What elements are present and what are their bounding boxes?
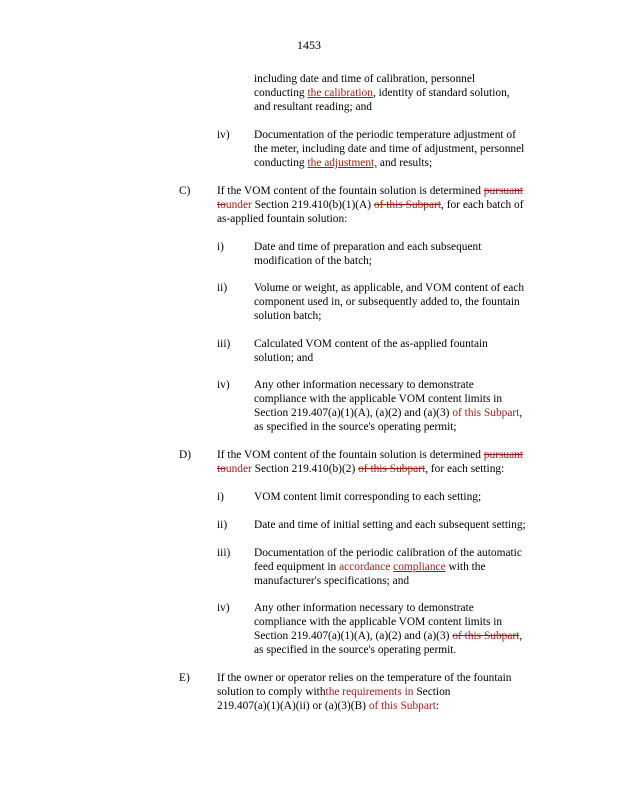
inserted-text: the requirements in — [325, 686, 414, 698]
text-line: feed equipment in accordance compliance with the — [254, 561, 486, 573]
text-line: component used in, or subsequently added to, the fountain — [254, 296, 520, 308]
text-line: VOM content limit corresponding to each setting; — [254, 491, 482, 503]
item-d-i-text — [254, 490, 481, 504]
text-line: the meter, including date and time of adjustment, personnel — [254, 143, 525, 155]
section-label-e: E) — [179, 672, 190, 684]
text-line: modification of the batch; — [254, 255, 372, 267]
section-label-d: D) — [179, 449, 192, 461]
text-line: Date and time of preparation and each subsequent — [254, 241, 482, 253]
text-line: manufacturer's specifications; and — [254, 575, 410, 587]
text-line: Date and time of initial setting and each subsequent setting; — [254, 519, 526, 531]
text-line: Section 219.407(a)(1)(A), (a)(2) and (a)(3) of this Subpart, — [254, 407, 523, 419]
text-line: Any other information necessary to demonstrate — [254, 602, 474, 614]
text-line: Section 219.407(a)(1)(A), (a)(2) and (a)(3) of this Subpart, — [254, 630, 523, 642]
deleted-text: pursuant — [483, 185, 524, 197]
section-d-text — [217, 448, 523, 476]
item-label: iii) — [217, 338, 231, 350]
inserted-text: the adjustment, — [307, 157, 378, 169]
text-line: tounder Section 219.410(b)(2) of this Subpart, for each setting: — [217, 463, 505, 475]
text-line: solution batch; — [254, 310, 322, 322]
text-line: conducting the calibration, identity of standard solution, — [254, 87, 510, 99]
text-line: solution; and — [254, 352, 314, 364]
text-line: compliance with the applicable VOM content limits in — [254, 393, 503, 405]
inserted-text: of this Subpart — [452, 407, 520, 419]
text-line: If the VOM content of the fountain solution is determined pursuant — [217, 185, 524, 197]
item-c-iv-text — [254, 378, 522, 434]
item-label: iv) — [217, 602, 230, 614]
section-c-text — [217, 184, 524, 226]
continuation-text — [254, 72, 510, 114]
inserted-text: compliance — [393, 561, 446, 573]
text-line: If the owner or operator relies on the temperature of the fountain — [217, 672, 512, 684]
inserted-text: the calibration — [307, 87, 373, 99]
section-e-text — [217, 671, 511, 713]
deleted-text: pursuant — [483, 449, 524, 461]
inserted-text: accordance — [339, 561, 391, 573]
text-line: solution to comply withthe requirements in Section — [217, 686, 451, 698]
inserted-text: under — [225, 199, 252, 211]
deleted-text: of this Subpart — [358, 463, 426, 475]
text-line: and resultant reading; and — [254, 101, 372, 113]
inserted-text: of this Subpart — [368, 700, 436, 712]
item-c-i-text — [254, 240, 481, 268]
item-d-iii-text — [254, 546, 522, 588]
item-label: i) — [217, 491, 224, 503]
deleted-text: to — [217, 199, 226, 211]
item-d-ii-text — [254, 518, 526, 532]
text-line: Calculated VOM content of the as-applied fountain — [254, 338, 488, 350]
text-line: tounder Section 219.410(b)(1)(A) of this Subpart, for each batch of — [217, 199, 524, 211]
item-label: ii) — [217, 282, 228, 294]
text-line: Volume or weight, as applicable, and VOM content of each — [254, 282, 525, 294]
item-label: ii) — [217, 519, 228, 531]
text-line: as specified in the source's operating permit. — [254, 644, 457, 656]
item-label: iii) — [217, 547, 231, 559]
item-c-iii-text — [254, 337, 488, 365]
item-d-iv-text — [254, 601, 522, 657]
deleted-text: of this Subpart — [373, 199, 441, 211]
text-line: 219.407(a)(1)(A)(ii) or (a)(3)(B) of this Subpart: — [217, 700, 440, 712]
deleted-text: of this Subpart — [452, 630, 520, 642]
text-line: compliance with the applicable VOM content limits in — [254, 616, 503, 628]
item-c-ii-text — [254, 281, 524, 323]
text-line: as-applied fountain solution: — [217, 213, 348, 225]
text-line: as specified in the source's operating permit; — [254, 421, 457, 433]
deleted-text: to — [217, 463, 226, 475]
inserted-text: under — [225, 463, 252, 475]
text-line: Any other information necessary to demonstrate — [254, 379, 474, 391]
text-line: Documentation of the periodic calibration of the automatic — [254, 547, 522, 559]
item-label: iv) — [217, 379, 230, 391]
item-label: i) — [217, 241, 224, 253]
item-iv-text — [254, 128, 524, 170]
text-line: Documentation of the periodic temperature adjustment of — [254, 129, 516, 141]
text-line: If the VOM content of the fountain solution is determined pursuant — [217, 449, 524, 461]
section-label-c: C) — [179, 185, 191, 197]
text-line: conducting the adjustment, and results; — [254, 157, 433, 169]
page-number: 1453 — [297, 38, 321, 52]
text-line: including date and time of calibration, personnel — [254, 73, 476, 85]
item-label: iv) — [217, 129, 230, 141]
